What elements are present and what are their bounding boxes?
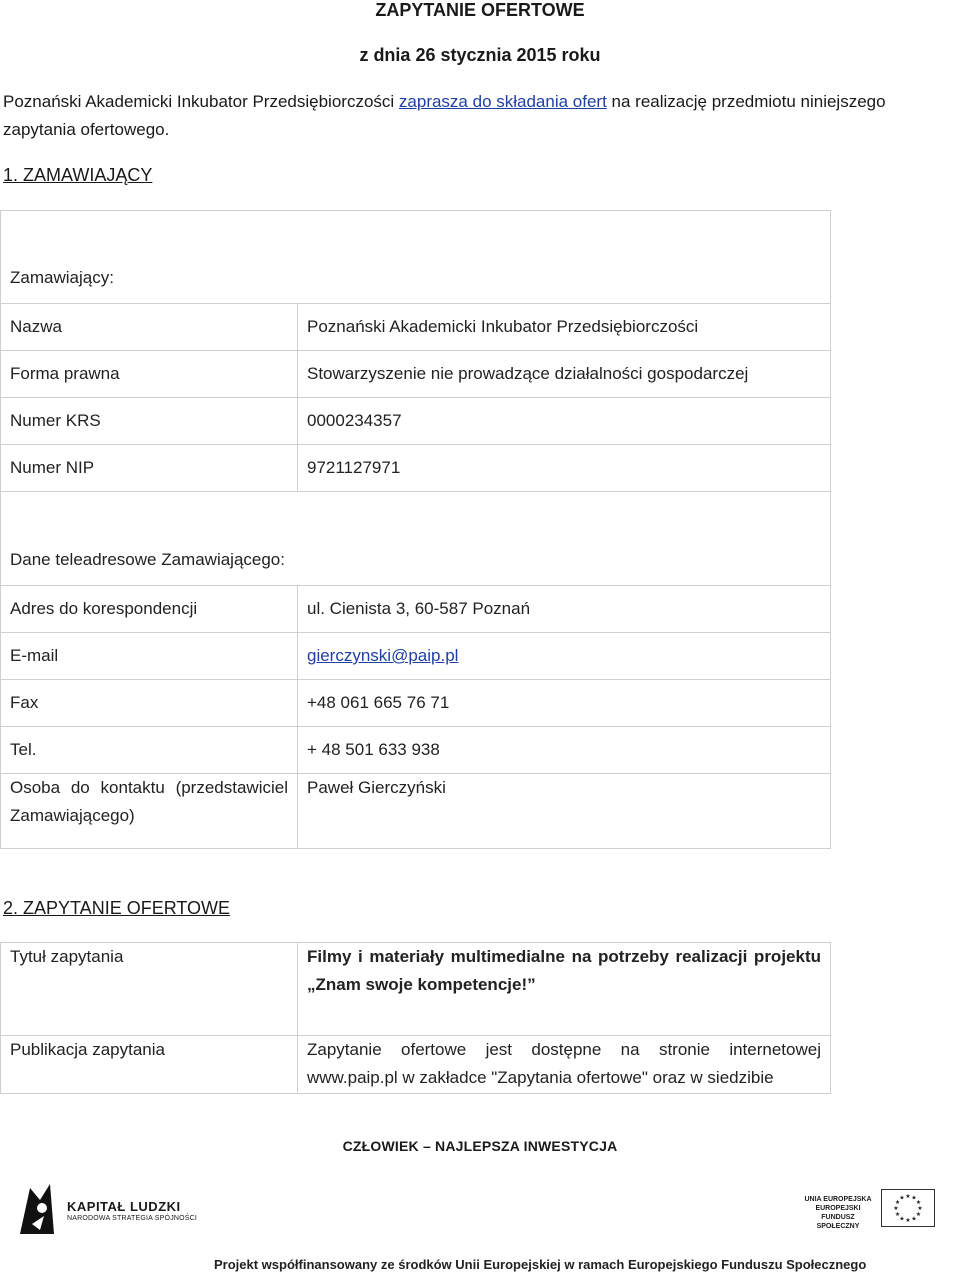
intro-paragraph [3,88,958,144]
cofinance-note: Projekt współfinansowany ze środków Unii Europejskiej w ramach Europejskiego Funduszu Społecznego [214,1257,867,1272]
row-label: Tel. [1,727,298,774]
table-row [1,398,831,445]
group-label-contact: Dane teleadresowe Zamawiającego: [1,492,831,586]
inquiry-table [0,942,831,1094]
row-value: Stowarzyszenie nie prowadzące działalności gospodarczej [298,351,831,398]
row-label: Forma prawna [1,351,298,398]
row-value: ul. Cienista 3, 60-587 Poznań [298,586,831,633]
table-row [1,351,831,398]
row-label: Numer KRS [1,398,298,445]
eu-star-icon: ★ [911,1216,917,1223]
row-value [298,633,831,680]
eu-star-icon: ★ [905,1218,911,1224]
eu-logo-text [800,1195,876,1231]
intro-link[interactable]: zaprasza do składania ofert [398,92,607,111]
intro-text-2: na realizację przedmiotu niniejszego zapytania ofertowego. [3,92,886,139]
table-row [1,633,831,680]
row-value: Poznański Akademicki Inkubator Przedsiębiorczości [298,304,831,351]
kl-logo-subtitle: NARODOWA STRATEGIA SPÓJNOŚCI [67,1215,198,1222]
row-value: + 48 501 633 938 [298,727,831,774]
eu-star-icon: ★ [915,1212,922,1218]
eu-star-icon: ★ [899,1195,905,1202]
eu-star-icon: ★ [915,1200,922,1206]
row-value: 9721127971 [298,445,831,492]
eu-star-icon: ★ [917,1206,923,1212]
row-value: Zapytanie ofertowe jest dostępne na stronie internetowej www.paip.pl w zakładce "Zapytania ofertowe" oraz w siedzibie [298,1036,831,1094]
table-row [1,445,831,492]
row-label: Numer NIP [1,445,298,492]
kapital-ludzki-logo-icon [14,1180,62,1238]
document-title: ZAPYTANIE OFERTOWE [375,0,585,20]
row-value: Filmy i materiały multimedialne na potrzeby realizacji projektu „Znam swoje kompetencje!” [298,943,831,1036]
eu-star-icon: ★ [899,1216,905,1223]
footer-slogan: CZŁOWIEK – NAJLEPSZA INWESTYCJA [342,1138,618,1154]
table-row [1,304,831,351]
row-label: E-mail [1,633,298,680]
eu-star-icon: ★ [905,1194,911,1200]
row-value: Paweł Gierczyński [298,774,831,849]
eu-star-icon: ★ [894,1212,901,1218]
group-label-zamawiajacy: Zamawiający: [1,211,831,304]
intro-text-1: Poznański Akademicki Inkubator Przedsiębiorczości [3,92,399,111]
table-row [1,680,831,727]
table-row [1,1036,831,1094]
contracting-party-table [0,210,831,849]
document-date: z dnia 26 stycznia 2015 roku [359,45,601,65]
eu-line-3: FUNDUSZ SPOŁECZNY [816,1214,860,1230]
section-1-heading: 1. ZAMAWIAJĄCY [3,165,153,185]
eu-star-icon: ★ [893,1206,899,1212]
row-label: Nazwa [1,304,298,351]
eu-flag-icon [881,1189,935,1227]
eu-line-1: UNIA EUROPEJSKA [804,1196,872,1203]
table-row [1,774,831,849]
row-label: Fax [1,680,298,727]
row-value: 0000234357 [298,398,831,445]
email-link[interactable]: gierczynski@paip.pl [307,646,459,665]
row-label: Tytuł zapytania [1,943,298,1036]
eu-star-icon: ★ [894,1200,901,1206]
eu-star-icon: ★ [911,1195,917,1202]
section-2-heading: 2. ZAPYTANIE OFERTOWE [3,898,231,918]
row-label: Osoba do kontaktu (przedstawiciel Zamawiającego) [1,774,298,849]
row-label: Adres do korespondencji [1,586,298,633]
row-value: +48 061 665 76 71 [298,680,831,727]
table-row [1,727,831,774]
eu-line-2: EUROPEJSKI [815,1205,861,1212]
table-row [1,586,831,633]
table-row [1,943,831,1036]
row-label: Publikacja zapytania [1,1036,298,1094]
kl-logo-title: KAPITAŁ LUDZKI [67,1199,181,1214]
